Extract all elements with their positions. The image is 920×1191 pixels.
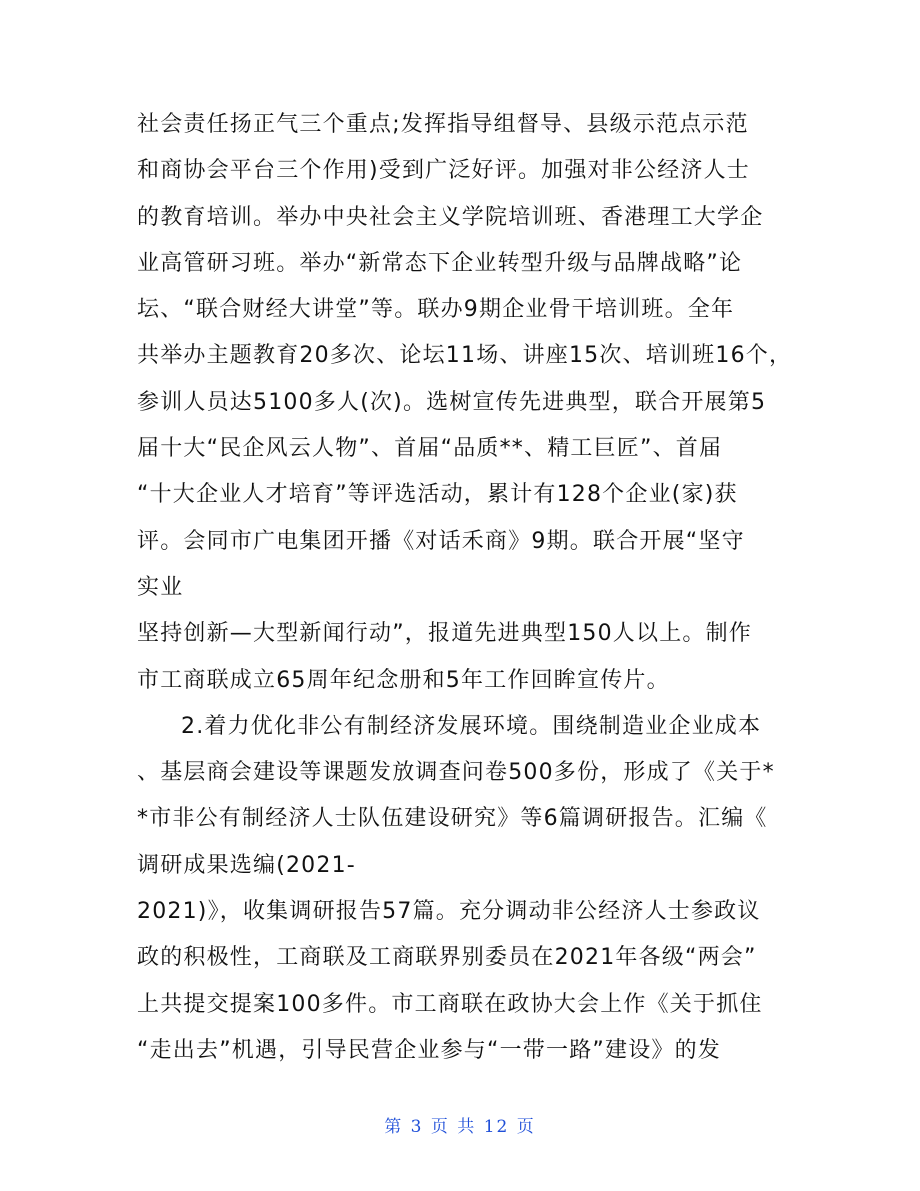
text-line: 市工商联成立65周年纪念册和5年工作回眸宣传片。: [137, 667, 670, 693]
paragraph-start-line: 2.着力优化非公有制经济发展环境。围绕制造业企业成本: [181, 713, 762, 739]
text-line: 参训人员达5100多人(次)。选树宣传先进典型，联合开展第5: [137, 389, 767, 415]
text-line: 政的积极性，工商联及工商联界别委员在2021年各级“两会”: [137, 945, 757, 971]
text-line: 共举办主题教育20多次、论坛11场、讲座15次、培训班16个，: [137, 343, 793, 369]
text-line: 、基层商会建设等课题发放调查问卷500多份，形成了《关于*: [137, 760, 775, 786]
text-line: “走出去”机遇，引导民营企业参与“一带一路”建设》的发: [137, 1037, 721, 1063]
text-line: 坛、“联合财经大讲堂”等。联办9期企业骨干培训班。全年: [137, 297, 735, 323]
text-line: 业高管研习班。举办“新常态下企业转型升级与品牌战略”论: [137, 250, 743, 276]
text-line: 社会责任扬正气三个重点;发挥指导组督导、县级示范点示范: [137, 112, 749, 137]
text-line: “十大企业人才培育”等评选活动，累计有128个企业(家)获: [137, 482, 738, 508]
text-line: *市非公有制经济人士队伍建设研究》等6篇调研报告。汇编《: [137, 806, 768, 832]
text-line: 上共提交提案100多件。市工商联在政协大会上作《关于抓住: [137, 991, 763, 1017]
text-line: 届十大“民企风云人物”、首届“品质**、精工巨匠”、首届: [137, 436, 723, 462]
text-line: 坚持创新—大型新闻行动”，报道先进典型150人以上。制作: [137, 621, 752, 647]
text-line: 和商协会平台三个作用)受到广泛好评。加强对非公经济人士: [137, 158, 750, 184]
page-number-footer: 第 3 页 共 12 页: [384, 1117, 536, 1137]
text-line: 2021)》，收集调研报告57篇。充分调动非公经济人士参政议: [137, 899, 761, 925]
document-body: [137, 102, 793, 1074]
text-line: 实业: [137, 574, 184, 600]
text-line: 调研成果选编(2021-: [137, 852, 356, 878]
text-line: 的教育培训。举办中央社会主义学院培训班、香港理工大学企: [137, 204, 764, 230]
text-line: 评。会同市广电集团开播《对话禾商》9期。联合开展“坚守: [137, 528, 745, 554]
